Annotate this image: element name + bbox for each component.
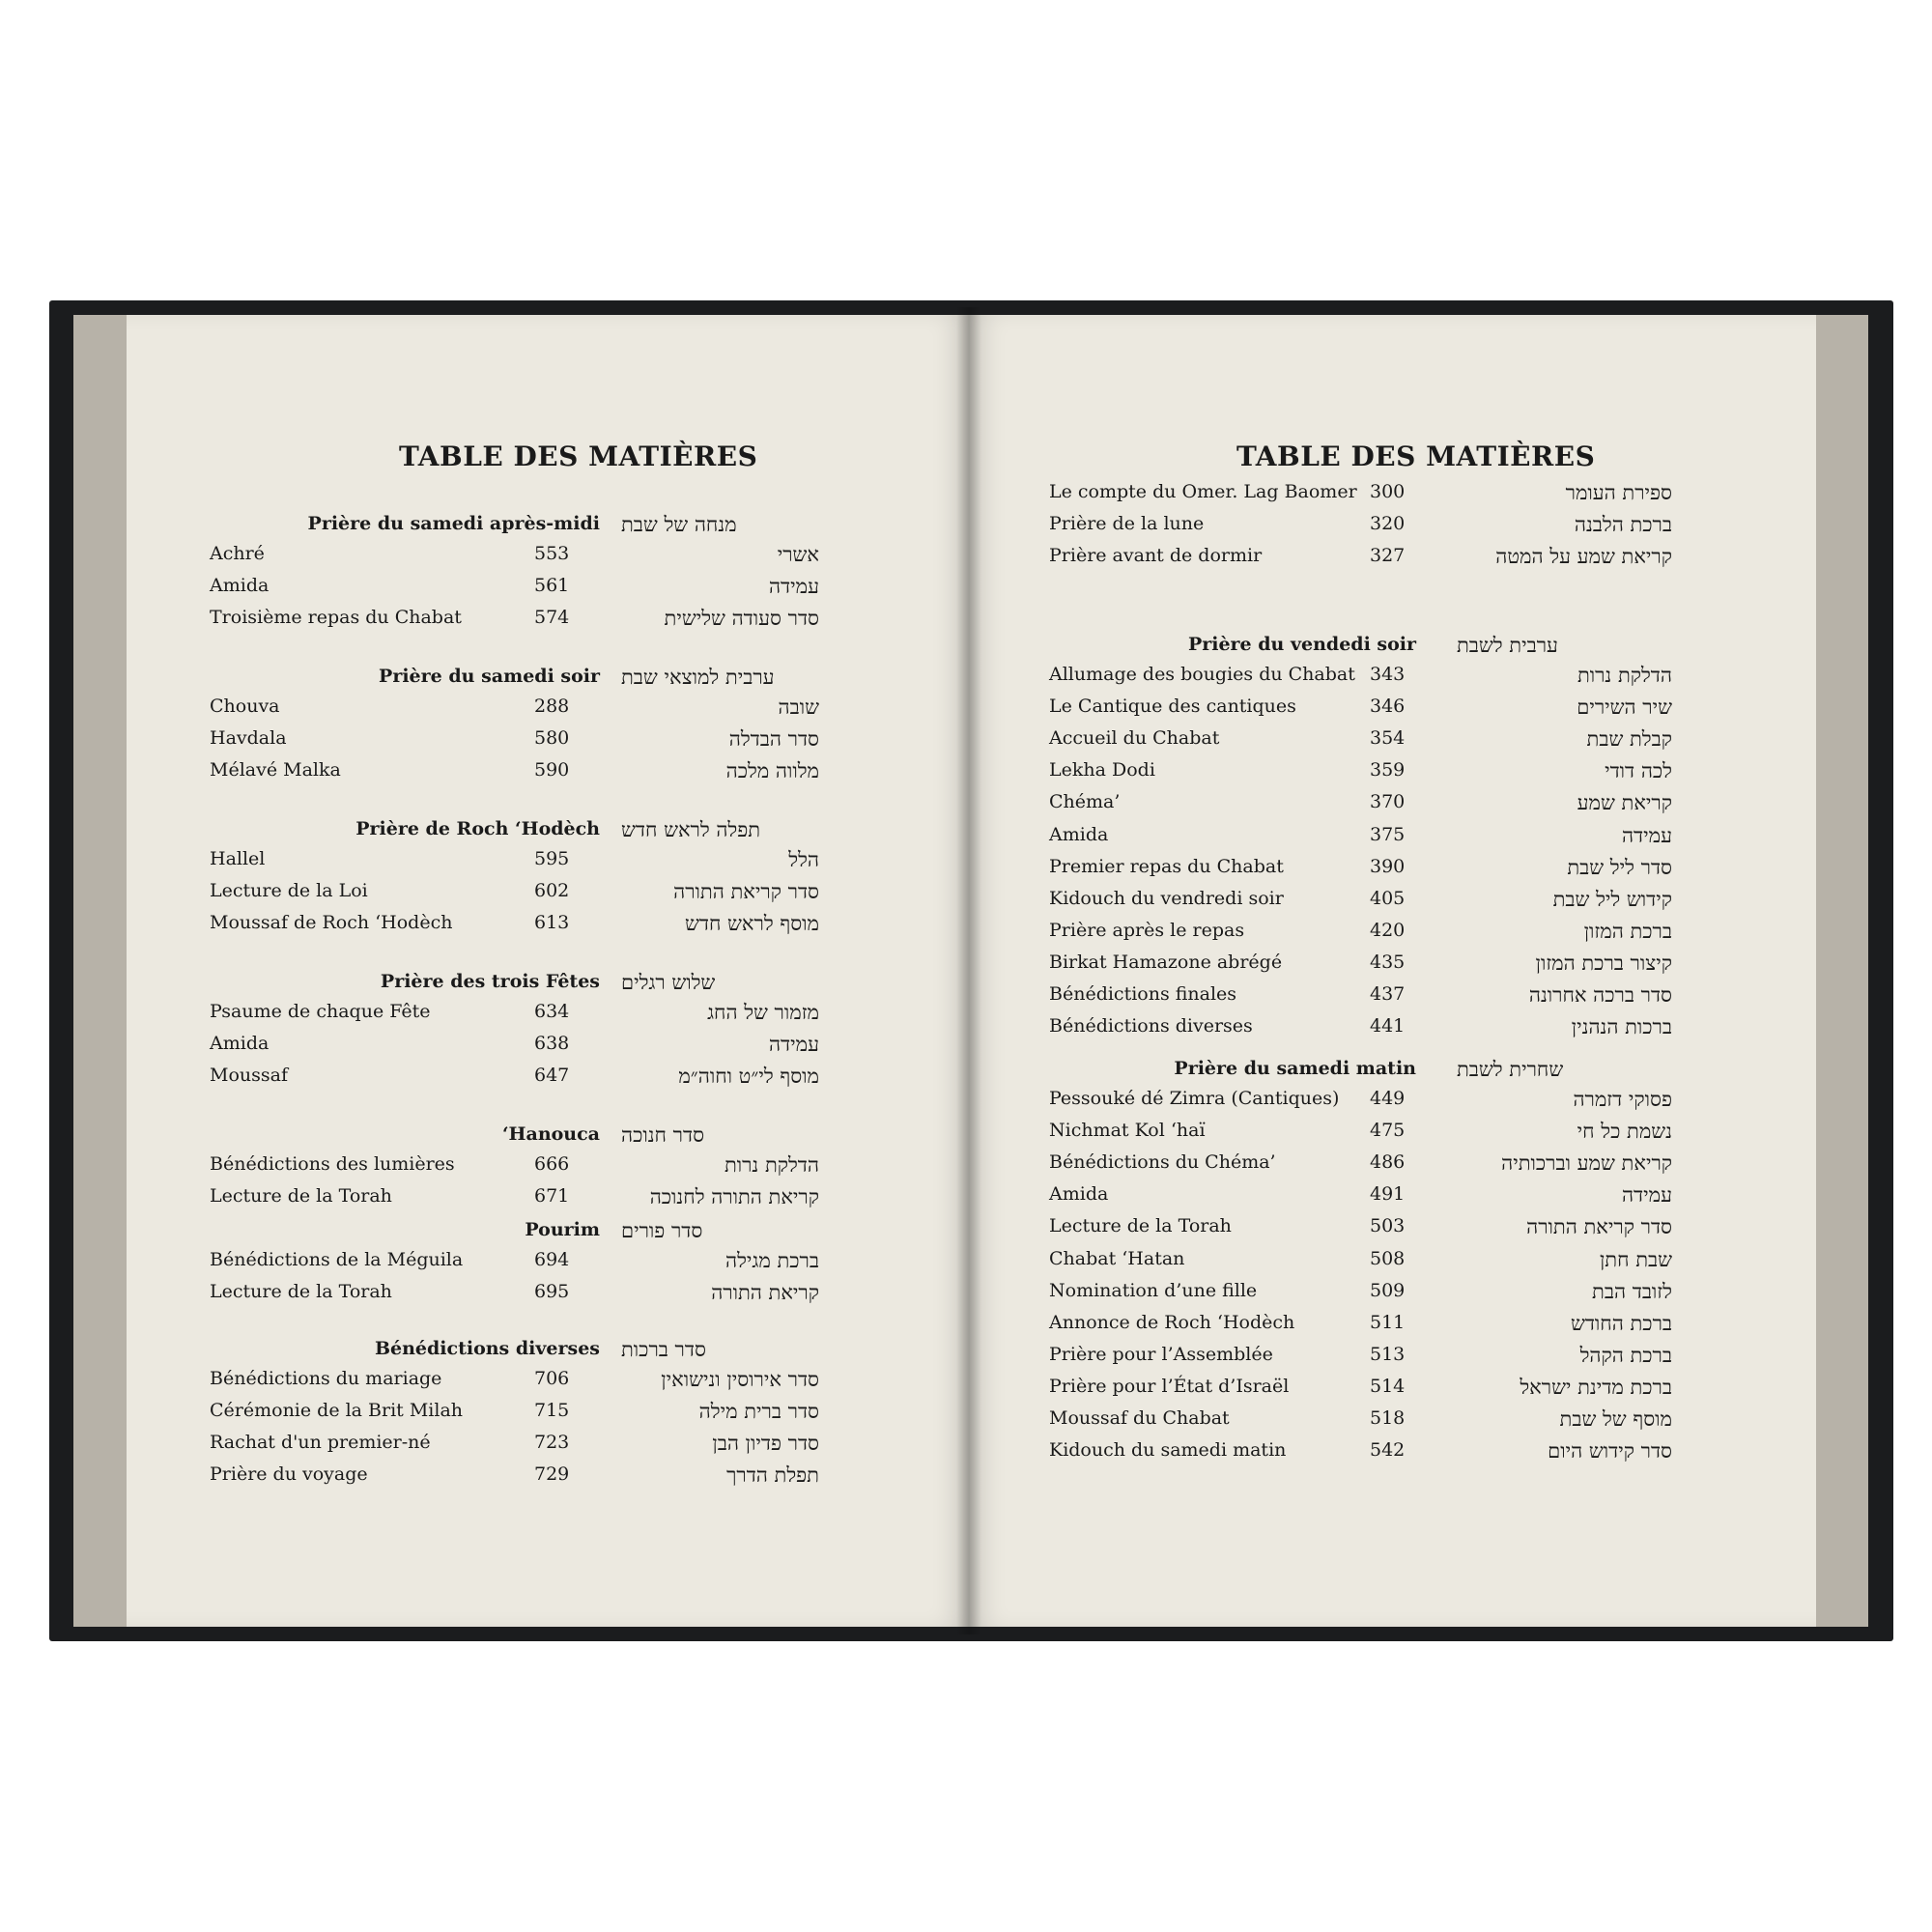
entry-title-hebrew: מוסף לראש חדש [684, 912, 819, 936]
entry-title-hebrew: מלווה מלכה [725, 759, 819, 783]
toc-entry [1049, 513, 1672, 542]
entry-page-number: 343 [1370, 664, 1406, 685]
toc-entry [1049, 1376, 1672, 1405]
toc-entry [1049, 791, 1672, 820]
section-heading-french: Prière du samedi matin [1174, 1058, 1416, 1079]
entry-title-french: Nichmat Kol ‘haï [1049, 1120, 1206, 1142]
entry-title-hebrew: ברכת מגילה [725, 1249, 819, 1272]
entry-title-french: Bénédictions diverses [1049, 1015, 1253, 1037]
toc-entry [1049, 1015, 1672, 1044]
entry-page-number: 475 [1370, 1120, 1406, 1142]
entry-title-hebrew: קריאת התורה לחנוכה [649, 1185, 819, 1209]
entry-title-french: Chouva [210, 696, 280, 717]
toc-entry [1049, 696, 1672, 724]
section-heading-hebrew: ערבית למוצאי שבת [621, 666, 775, 689]
entry-page-number: 491 [1370, 1183, 1406, 1206]
section-heading-hebrew: סדר פורים [621, 1219, 703, 1242]
entry-title-hebrew: סדר אירוסין ונישואין [661, 1368, 819, 1391]
right-page [969, 315, 1816, 1627]
entry-title-french: Amida [1049, 1183, 1109, 1206]
entry-page-number: 553 [534, 543, 570, 564]
entry-title-french: Accueil du Chabat [1049, 727, 1220, 750]
entry-title-hebrew: ברכת החודש [1570, 1311, 1672, 1335]
entry-page-number: 288 [534, 696, 570, 717]
entry-title-hebrew: ברכת מדינת ישראל [1520, 1375, 1672, 1399]
entry-page-number: 375 [1370, 823, 1406, 845]
entry-title-french: Prière du voyage [210, 1463, 368, 1486]
toc-entry [210, 880, 819, 909]
entry-title-hebrew: קיצור ברכת המזון [1535, 951, 1672, 975]
toc-entry [210, 912, 819, 941]
entry-title-french: Moussaf du Chabat [1049, 1407, 1230, 1429]
entry-title-french: Amida [210, 1033, 270, 1055]
entry-title-french: Premier repas du Chabat [1049, 855, 1284, 877]
left-page [127, 315, 969, 1627]
entry-title-hebrew: קריאת שמע על המטה [1495, 545, 1672, 569]
entry-page-number: 634 [534, 1001, 570, 1022]
section-heading-french: ‘Hanouca [501, 1123, 600, 1145]
toc-entry [210, 1400, 819, 1429]
toc-entry [210, 1368, 819, 1397]
toc-entry [210, 1463, 819, 1492]
entry-title-hebrew: ברכת המזון [1583, 919, 1672, 943]
entry-title-french: Rachat d'un premier-né [210, 1432, 431, 1454]
entry-title-hebrew: סדר סעודה שלישית [664, 607, 819, 631]
entry-page-number: 486 [1370, 1151, 1406, 1174]
entry-title-hebrew: קריאת שמע [1577, 791, 1672, 815]
entry-title-hebrew: סדר קריאת התורה [673, 880, 819, 904]
toc-entry [210, 759, 819, 788]
entry-title-hebrew: קבלת שבת [1586, 727, 1672, 752]
entry-page-number: 511 [1370, 1311, 1406, 1333]
toc-entry [1049, 983, 1672, 1012]
entry-title-french: Prière après le repas [1049, 919, 1245, 941]
entry-page-number: 638 [534, 1033, 570, 1055]
toc-entry [210, 1432, 819, 1461]
entry-page-number: 359 [1370, 759, 1406, 781]
entry-title-french: Lekha Dodi [1049, 759, 1155, 781]
entry-page-number: 405 [1370, 887, 1406, 909]
entry-title-hebrew: סדר פדיון הבן [712, 1432, 819, 1456]
entry-title-french: Prière avant de dormir [1049, 545, 1263, 567]
entry-title-french: Bénédictions de la Méguila [210, 1249, 464, 1270]
entry-title-french: Pessouké dé Zimra (Cantiques) [1049, 1088, 1340, 1109]
toc-entry [1049, 1439, 1672, 1468]
entry-page-number: 542 [1370, 1439, 1406, 1462]
entry-title-french: Chéma’ [1049, 791, 1121, 813]
entry-title-french: Prière de la lune [1049, 513, 1205, 535]
entry-title-hebrew: שובה [778, 696, 819, 719]
entry-page-number: 706 [534, 1368, 570, 1389]
entry-title-hebrew: עמידה [1621, 823, 1672, 847]
entry-title-hebrew: הדלקת נרות [1577, 664, 1672, 687]
section-heading-hebrew: סדר חנוכה [621, 1123, 705, 1147]
entry-title-hebrew: סדר קידוש היום [1548, 1439, 1672, 1463]
entry-page-number: 346 [1370, 696, 1406, 718]
entry-title-hebrew: לזובד הבת [1592, 1279, 1672, 1303]
entry-page-number: 514 [1370, 1375, 1406, 1397]
entry-title-french: Mélavé Malka [210, 759, 341, 781]
entry-page-number: 602 [534, 880, 570, 902]
toc-entry [1049, 1248, 1672, 1277]
entry-title-hebrew: קריאת התורה [711, 1281, 819, 1305]
toc-entry [210, 1001, 819, 1030]
entry-title-french: Cérémonie de la Brit Milah [210, 1400, 464, 1422]
entry-page-number: 437 [1370, 983, 1406, 1005]
toc-entry [1049, 1183, 1672, 1212]
entry-title-hebrew: מזמור של החג [707, 1001, 819, 1024]
section-heading-french: Pourim [525, 1219, 600, 1240]
toc-entry [1049, 1280, 1672, 1309]
entry-page-number: 647 [534, 1065, 570, 1087]
section-heading-hebrew: סדר ברכות [621, 1338, 706, 1361]
entry-title-hebrew: עמידה [768, 1033, 819, 1057]
entry-page-number: 695 [534, 1281, 570, 1303]
entry-title-french: Lecture de la Loi [210, 880, 368, 902]
section-heading-french: Prière du samedi après-midi [307, 513, 600, 534]
section-heading-hebrew: ערבית לשבת [1457, 634, 1558, 657]
entry-title-hebrew: סדר קריאת התורה [1526, 1215, 1672, 1239]
entry-title-hebrew: ספירת העומר [1565, 481, 1672, 504]
toc-entry [210, 848, 819, 877]
toc-entry [1049, 856, 1672, 885]
entry-page-number: 513 [1370, 1343, 1406, 1365]
entry-page-number: 300 [1370, 481, 1406, 502]
entry-title-hebrew: ברכת הקהל [1579, 1343, 1672, 1367]
toc-entry [1049, 1312, 1672, 1341]
entry-title-hebrew: פסוקי דזמרה [1573, 1088, 1672, 1111]
entry-page-number: 320 [1370, 513, 1406, 535]
entry-page-number: 694 [534, 1249, 570, 1270]
entry-title-french: Le compte du Omer. Lag Baomer [1049, 481, 1357, 502]
entry-title-french: Kidouch du samedi matin [1049, 1439, 1287, 1462]
entry-title-french: Moussaf [210, 1065, 288, 1087]
entry-title-french: Prière pour l’Assemblée [1049, 1343, 1273, 1365]
toc-entry [210, 607, 819, 636]
toc-entry [210, 1185, 819, 1214]
entry-page-number: 580 [534, 727, 570, 750]
entry-title-hebrew: תפלת הדרך [726, 1463, 819, 1488]
entry-page-number: 435 [1370, 951, 1406, 973]
toc-entry [1049, 545, 1672, 574]
entry-title-hebrew: שיר השירים [1577, 696, 1672, 720]
entry-title-french: Prière pour l’État d’Israël [1049, 1375, 1290, 1397]
entry-page-number: 390 [1370, 855, 1406, 877]
toc-entry [1049, 727, 1672, 756]
entry-page-number: 503 [1370, 1215, 1406, 1237]
entry-title-hebrew: ברכת הלבנה [1574, 513, 1672, 537]
entry-page-number: 441 [1370, 1015, 1406, 1037]
entry-title-french: Chabat ‘Hatan [1049, 1247, 1185, 1269]
entry-title-french: Annonce de Roch ‘Hodèch [1049, 1311, 1295, 1333]
entry-title-french: Lecture de la Torah [210, 1185, 392, 1208]
entry-title-french: Lecture de la Torah [210, 1281, 392, 1303]
entry-title-french: Allumage des bougies du Chabat [1049, 664, 1355, 685]
entry-title-hebrew: אשרי [777, 543, 819, 566]
section-heading-hebrew: שחרית לשבת [1457, 1058, 1564, 1081]
toc-entry [1049, 888, 1672, 917]
toc-entry [1049, 664, 1672, 693]
section-heading-hebrew: תפלה לראש חדש [621, 818, 761, 841]
toc-entry [210, 1153, 819, 1182]
section-heading-french: Prière de Roch ‘Hodèch [355, 818, 600, 839]
entry-title-french: Lecture de la Torah [1049, 1215, 1232, 1237]
entry-title-hebrew: קריאת שמע וברכותיה [1501, 1151, 1672, 1176]
toc-entry [1049, 952, 1672, 980]
entry-page-number: 729 [534, 1463, 570, 1486]
toc-entry [210, 1249, 819, 1278]
entry-page-number: 595 [534, 848, 570, 869]
entry-title-hebrew: הלל [788, 848, 819, 871]
entry-page-number: 354 [1370, 727, 1406, 750]
entry-page-number: 715 [534, 1400, 570, 1422]
toc-entry [1049, 1120, 1672, 1149]
entry-title-hebrew: נשמת כל חי [1577, 1120, 1672, 1144]
entry-page-number: 508 [1370, 1247, 1406, 1269]
entry-title-hebrew: סדר ליל שבת [1567, 855, 1672, 879]
book-gutter [956, 307, 981, 1634]
entry-title-hebrew: מוסף של שבת [1559, 1407, 1672, 1431]
page-block-edge-left [73, 315, 128, 1627]
entry-title-hebrew: עמידה [1621, 1183, 1672, 1208]
entry-page-number: 420 [1370, 919, 1406, 941]
entry-title-hebrew: סדר ברית מילה [698, 1400, 819, 1424]
entry-page-number: 561 [534, 575, 570, 597]
entry-title-hebrew: לכה דודי [1605, 759, 1672, 783]
toc-entry [1049, 1215, 1672, 1244]
toc-entry [1049, 1151, 1672, 1180]
toc-entry [210, 727, 819, 756]
entry-title-hebrew: שבת חתן [1599, 1247, 1672, 1271]
entry-title-hebrew: עמידה [768, 575, 819, 599]
entry-title-french: Bénédictions du Chéma’ [1049, 1151, 1276, 1174]
entry-title-french: Havdala [210, 727, 287, 750]
entry-page-number: 671 [534, 1185, 570, 1208]
entry-title-french: Bénédictions des lumières [210, 1153, 455, 1175]
page-title: TABLE DES MATIÈRES [399, 440, 758, 472]
section-heading-french: Prière du samedi soir [379, 666, 600, 687]
entry-title-french: Psaume de chaque Fête [210, 1001, 431, 1022]
entry-title-french: Kidouch du vendredi soir [1049, 887, 1284, 909]
toc-entry [1049, 481, 1672, 510]
entry-page-number: 518 [1370, 1407, 1406, 1429]
entry-title-french: Bénédictions finales [1049, 983, 1237, 1005]
entry-page-number: 449 [1370, 1088, 1406, 1109]
toc-entry [210, 1065, 819, 1094]
page-title: TABLE DES MATIÈRES [1236, 440, 1596, 472]
toc-entry [1049, 759, 1672, 788]
entry-page-number: 666 [534, 1153, 570, 1175]
toc-entry [1049, 1344, 1672, 1373]
section-heading-french: Prière des trois Fêtes [380, 971, 600, 992]
toc-entry [210, 1281, 819, 1310]
page-block-edge-right [1813, 315, 1868, 1627]
entry-title-hebrew: הדלקת נרות [724, 1153, 819, 1177]
toc-entry [1049, 1407, 1672, 1436]
entry-title-french: Hallel [210, 848, 266, 869]
entry-page-number: 723 [534, 1432, 570, 1454]
entry-title-french: Amida [1049, 823, 1109, 845]
entry-title-french: Birkat Hamazone abrégé [1049, 951, 1283, 973]
toc-entry [1049, 824, 1672, 853]
toc-entry [210, 543, 819, 572]
entry-title-french: Bénédictions du mariage [210, 1368, 442, 1389]
section-heading-french: Bénédictions diverses [374, 1338, 600, 1359]
toc-entry [1049, 920, 1672, 949]
entry-title-hebrew: סדר ברכה אחרונה [1528, 983, 1672, 1007]
entry-page-number: 574 [534, 607, 570, 629]
entry-page-number: 590 [534, 759, 570, 781]
entry-title-french: Le Cantique des cantiques [1049, 696, 1296, 718]
entry-title-french: Moussaf de Roch ‘Hodèch [210, 912, 453, 934]
entry-title-french: Nomination d’une fille [1049, 1279, 1258, 1301]
section-heading-hebrew: מנחה של שבת [621, 513, 737, 536]
toc-entry [210, 1033, 819, 1062]
entry-title-french: Amida [210, 575, 270, 597]
entry-page-number: 370 [1370, 791, 1406, 813]
toc-entry [1049, 1088, 1672, 1117]
section-heading-hebrew: שלוש רגלים [621, 971, 716, 994]
entry-title-hebrew: סדר הבדלה [728, 727, 819, 752]
entry-title-french: Troisième repas du Chabat [210, 607, 462, 629]
entry-page-number: 327 [1370, 545, 1406, 567]
entry-page-number: 613 [534, 912, 570, 934]
toc-entry [210, 696, 819, 724]
entry-title-hebrew: קידוש ליל שבת [1552, 887, 1672, 911]
section-heading-french: Prière du vendedi soir [1187, 634, 1416, 655]
entry-page-number: 509 [1370, 1279, 1406, 1301]
toc-entry [210, 575, 819, 604]
entry-title-hebrew: ברכות הנהנין [1571, 1015, 1672, 1039]
entry-title-hebrew: מוסף לי״ט וחוה״מ [678, 1065, 819, 1089]
entry-title-french: Achré [210, 543, 265, 564]
